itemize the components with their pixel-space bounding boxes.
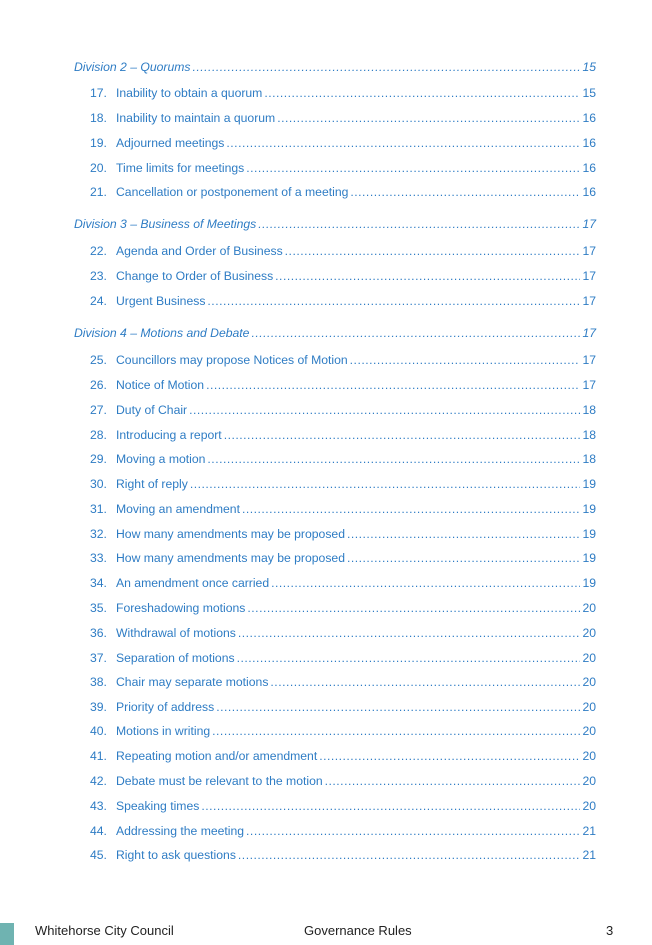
toc-leader-dots [193,58,581,76]
toc-leader-dots [207,450,580,468]
toc-page-number: 20 [582,675,596,689]
toc-item-link[interactable] [90,747,596,765]
toc-item-title: Adjourned meetings [116,136,225,150]
toc-item-number: 23. [90,269,107,283]
toc-page-number: 21 [582,848,596,862]
toc-item-title: Foreshadowing motions [116,601,246,615]
toc-item-number: 40. [90,724,107,738]
toc-item-title: Addressing the meeting [116,824,245,838]
toc-item-link[interactable] [90,109,596,127]
footer-organisation: Whitehorse City Council [35,923,174,938]
toc-item-title: Chair may separate motions [116,675,269,689]
toc-item-number: 25. [90,353,107,367]
toc-page-number: 20 [582,651,596,665]
toc-page-number: 19 [582,576,596,590]
toc-leader-dots [264,84,580,102]
toc-leader-dots [251,324,580,342]
toc-page-number: 18 [582,428,596,442]
toc-page-number: 19 [582,502,596,516]
toc-leader-dots [189,401,580,419]
toc-item-link[interactable] [90,183,596,201]
toc-item-link[interactable] [90,673,596,691]
toc-leader-dots [242,500,580,518]
toc-page-number: 15 [582,60,596,74]
toc-item-link[interactable] [90,475,596,493]
toc-page-number: 17 [582,244,596,258]
toc-page-number: 16 [582,161,596,175]
toc-item-link[interactable] [90,500,596,518]
toc-item-link[interactable] [90,574,596,592]
toc-item-link[interactable] [90,525,596,543]
toc-item-link[interactable] [90,292,596,310]
toc-item-number: 34. [90,576,107,590]
toc-page-number: 19 [582,527,596,541]
toc-item-link[interactable] [90,450,596,468]
toc-page-number: 17 [582,294,596,308]
toc-leader-dots [258,215,580,233]
toc-item-number: 28. [90,428,107,442]
toc-leader-dots [237,649,581,667]
toc-division-link[interactable] [74,215,596,233]
toc-leader-dots [285,242,581,260]
toc-item-number: 45. [90,848,107,862]
toc-item-link[interactable] [90,624,596,642]
toc-leader-dots [216,698,580,716]
toc-item-title: Right to ask questions [116,848,236,862]
toc-item-title: Separation of motions [116,651,235,665]
toc-item-title: Agenda and Order of Business [116,244,283,258]
toc-page-number: 16 [582,136,596,150]
toc-item-number: 37. [90,651,107,665]
toc-page-number: 17 [582,326,596,340]
toc-item-link[interactable] [90,722,596,740]
toc-division-title: Division 3 – Business of Meetings [74,217,257,231]
toc-page-number: 20 [582,749,596,763]
toc-leader-dots [325,772,581,790]
toc-item-number: 35. [90,601,107,615]
toc-division-title: Division 2 – Quorums [74,60,191,74]
toc-item-title: Moving an amendment [116,502,240,516]
toc-item-link[interactable] [90,134,596,152]
toc-leader-dots [212,722,580,740]
toc-item-title: Change to Order of Business [116,269,274,283]
toc-item-title: Priority of address [116,700,215,714]
toc-item-title: Moving a motion [116,452,206,466]
page-footer [0,917,652,945]
toc-item-number: 32. [90,527,107,541]
toc-item-title: Repeating motion and/or amendment [116,749,318,763]
toc-item-number: 33. [90,551,107,565]
toc-page-number: 17 [582,353,596,367]
toc-leader-dots [238,846,581,864]
footer-accent-bar [0,923,14,945]
toc-item-number: 17. [90,86,107,100]
toc-item-title: An amendment once carried [116,576,270,590]
toc-item-number: 31. [90,502,107,516]
toc-item-number: 42. [90,774,107,788]
toc-page-number: 16 [582,111,596,125]
toc-leader-dots [246,822,580,840]
toc-item-number: 27. [90,403,107,417]
toc-leader-dots [270,673,580,691]
toc-item-link[interactable] [90,376,596,394]
toc-item-number: 22. [90,244,107,258]
toc-division-title: Division 4 – Motions and Debate [74,326,250,340]
toc-item-number: 43. [90,799,107,813]
toc-page-number: 20 [582,799,596,813]
toc-leader-dots [246,159,580,177]
toc-item-title: Councillors may propose Notices of Motion [116,353,348,367]
toc-leader-dots [277,109,580,127]
toc-page-number: 21 [582,824,596,838]
toc-item-title: Cancellation or postponement of a meeting [116,185,349,199]
toc-item-number: 26. [90,378,107,392]
toc-item-number: 18. [90,111,107,125]
toc-page-number: 19 [582,477,596,491]
toc-division-link[interactable] [74,58,596,76]
toc-item-link[interactable] [90,846,596,864]
toc-page-number: 19 [582,551,596,565]
toc-item-title: How many amendments may be proposed [116,551,345,565]
toc-leader-dots [224,426,581,444]
toc-item-title: Duty of Chair [116,403,188,417]
toc-page-number: 16 [582,185,596,199]
toc-item-title: Withdrawal of motions [116,626,236,640]
toc-item-title: Inability to obtain a quorum [116,86,263,100]
toc-item-number: 38. [90,675,107,689]
toc-item-link[interactable] [90,401,596,419]
toc-item-number: 21. [90,185,107,199]
toc-leader-dots [238,624,581,642]
toc-item-title: Introducing a report [116,428,222,442]
toc-item-link[interactable] [90,267,596,285]
toc-item-link[interactable] [90,549,596,567]
toc-item-title: Right of reply [116,477,188,491]
toc-page-number: 20 [582,774,596,788]
toc-item-link[interactable] [90,698,596,716]
toc-item-link[interactable] [90,649,596,667]
toc-item-number: 19. [90,136,107,150]
toc-item-link[interactable] [90,599,596,617]
toc-leader-dots [247,599,580,617]
toc-page-number: 15 [582,86,596,100]
toc-page-number: 17 [582,269,596,283]
toc-leader-dots [190,475,581,493]
toc-item-title: Debate must be relevant to the motion [116,774,323,788]
toc-page-number: 17 [582,217,596,231]
toc-item-title: Time limits for meetings [116,161,245,175]
toc-item-link[interactable] [90,772,596,790]
toc-leader-dots [206,376,580,394]
toc-leader-dots [271,574,580,592]
toc-item-link[interactable] [90,159,596,177]
toc-item-title: Notice of Motion [116,378,205,392]
toc-item-title: How many amendments may be proposed [116,527,345,541]
footer-document-title: Governance Rules [304,923,412,938]
toc-item-link[interactable] [90,84,596,102]
toc-page-number: 20 [582,626,596,640]
toc-page-number: 18 [582,452,596,466]
toc-item-link[interactable] [90,351,596,369]
toc-leader-dots [350,351,581,369]
toc-item-number: 30. [90,477,107,491]
toc-leader-dots [347,525,580,543]
toc-page-number: 18 [582,403,596,417]
toc-division-link[interactable] [74,324,596,342]
toc-item-link[interactable] [90,822,596,840]
toc-leader-dots [207,292,580,310]
toc-item-number: 24. [90,294,107,308]
toc-leader-dots [226,134,580,152]
toc-item-number: 29. [90,452,107,466]
toc-leader-dots [347,549,580,567]
toc-item-number: 41. [90,749,107,763]
toc-leader-dots [319,747,580,765]
toc-item-link[interactable] [90,242,596,260]
toc-item-title: Speaking times [116,799,200,813]
toc-item-number: 44. [90,824,107,838]
toc-page-number: 17 [582,378,596,392]
toc-leader-dots [201,797,580,815]
footer-page-number: 3 [606,923,614,938]
toc-item-number: 20. [90,161,107,175]
toc-page-number: 20 [582,601,596,615]
toc-item-number: 39. [90,700,107,714]
toc-item-number: 36. [90,626,107,640]
toc-page-number: 20 [582,724,596,738]
toc-leader-dots [275,267,580,285]
toc-page-number: 20 [582,700,596,714]
toc-item-link[interactable] [90,426,596,444]
toc-leader-dots [350,183,580,201]
toc-item-title: Urgent Business [116,294,206,308]
toc-item-title: Motions in writing [116,724,211,738]
toc-item-link[interactable] [90,797,596,815]
toc-item-title: Inability to maintain a quorum [116,111,276,125]
